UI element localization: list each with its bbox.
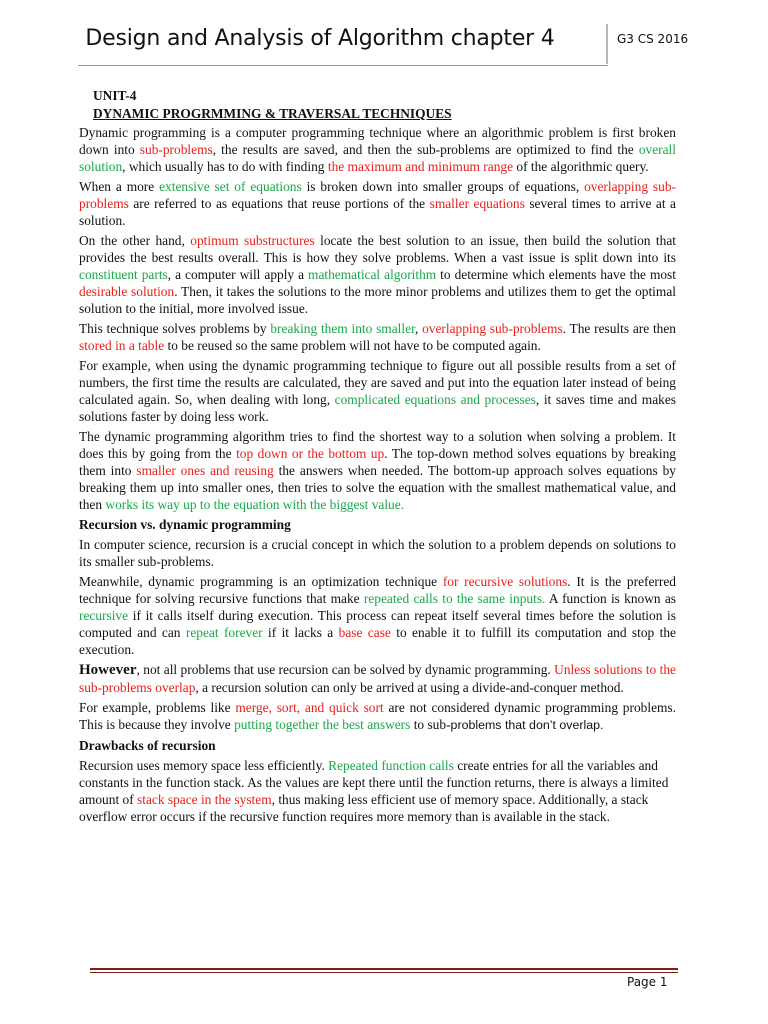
highlight-red: sub-problems: [139, 142, 213, 157]
text: On the other hand,: [79, 233, 191, 248]
text: are referred to as equations that reuse portions of the: [128, 196, 430, 211]
text: to be reused so the same problem will not have to be computed again.: [164, 338, 541, 353]
header-rule: [78, 65, 608, 66]
header-divider: [606, 24, 608, 64]
highlight-green: breaking them into smaller: [270, 321, 415, 336]
text: if it lacks a: [262, 625, 339, 640]
section-heading-drawbacks: Drawbacks of recursion: [79, 738, 216, 753]
text: create entries for all the variables and constants in the function stack. As the values are kept there until the function returns, there is always a limited amount of: [79, 758, 669, 807]
page-number: Page 1: [627, 975, 668, 989]
section-heading-recursion: Recursion vs. dynamic programming: [79, 517, 291, 532]
highlight-green: constituent parts: [79, 267, 168, 282]
highlight-red: the maximum and minimum range: [327, 159, 514, 174]
paragraph-overlapping: [79, 178, 676, 229]
footer-rule-thin: [90, 972, 678, 973]
emphasis-however: However: [79, 662, 137, 678]
header-title: Design and Analysis of Algorithm chapter 4: [85, 26, 555, 51]
paragraph-however: [79, 661, 676, 696]
text: Dynamic programming is a computer programming technique where an algorithmic problem is first broken down into: [79, 125, 676, 157]
highlight-green: overall solution: [79, 142, 676, 174]
highlight-red: optimum substructures: [190, 233, 315, 248]
highlight-green: putting together the best answers: [234, 717, 411, 732]
text: several times to arrive at a solution.: [79, 196, 676, 228]
paragraph-merge-sort: [79, 699, 676, 734]
paragraph-top-down: [79, 428, 676, 513]
text: the answers when needed. The bottom-up approach solves equations by breaking them up into smaller ones, then tries to solve the equation with the smallest mathematical value, and then: [79, 463, 676, 512]
text: , the results are saved, and then the sub-problems are optimized to find the: [212, 142, 639, 157]
text: to enable it to fulfill its computation and stop the execution.: [79, 625, 676, 657]
text: to determine which elements have the most: [436, 267, 676, 282]
highlight-red: merge, sort, and quick sort: [235, 700, 384, 715]
highlight-red: stored in a table: [79, 338, 165, 353]
paragraph-optimization: [79, 573, 676, 658]
text: The dynamic programming algorithm tries to find the shortest way to a solution when solving a problem. It does this by going from the: [79, 429, 676, 461]
text: . The results are then: [562, 321, 676, 336]
text: is broken down into smaller groups of equations,: [301, 179, 585, 194]
paragraph-technique: [79, 320, 676, 354]
highlight-green: complicated equations and processes: [334, 392, 536, 407]
unit-label: UNIT-4: [93, 88, 137, 103]
paragraph-example: [79, 357, 676, 425]
text: Meanwhile, dynamic programming is an optimization technique: [79, 574, 443, 589]
text: For example, when using the dynamic programming technique to figure out all possible results from a set of numbers, the first time the results are calculated, they are saved and put into the equation later instead of being calculated again. So, when dealing with long,: [79, 358, 676, 407]
paragraph-intro: [79, 124, 676, 175]
text: , a recursion solution can only be arrived at using a divide-and-conquer method.: [195, 680, 624, 695]
highlight-red: base case: [338, 625, 391, 640]
text: if it calls itself during execution. This process can repeat itself several times before the solution is computed and can: [79, 608, 676, 640]
text: . The top-down method solves equations by breaking them into: [79, 446, 677, 478]
text: , it saves time and makes solutions faster by doing less work.: [79, 392, 676, 424]
highlight-green: mathematical algorithm: [308, 267, 437, 282]
highlight-green: extensive set of equations: [159, 179, 302, 194]
highlight-green: repeat forever: [185, 625, 263, 640]
text: . It is the preferred technique for solving recursive functions that make: [79, 574, 676, 606]
text: , a computer will apply a: [167, 267, 309, 282]
text-sans: problems that don’t overlap.: [450, 718, 604, 732]
paragraph-drawbacks: [79, 757, 676, 825]
header-course-code: G3 CS 2016: [617, 32, 689, 46]
highlight-red: for recursive solutions: [442, 574, 568, 589]
text: ,: [414, 321, 423, 336]
text: to sub-: [410, 717, 451, 732]
text: , not all problems that use recursion can be solved by dynamic programming.: [136, 662, 555, 677]
text: are not considered dynamic programming problems. This is because they involve: [79, 700, 676, 732]
highlight-red: overlapping sub-problems: [422, 321, 563, 336]
highlight-red: smaller ones and reusing: [136, 463, 274, 478]
text: locate the best solution to an issue, then build the solution that provides the best results overall. This is how they solve problems. When a vast issue is split down into its: [79, 233, 676, 265]
document-body: [79, 87, 676, 828]
highlight-red: smaller equations: [429, 196, 525, 211]
highlight-red: stack space in the system: [137, 792, 272, 807]
footer-rule: [90, 968, 678, 970]
text: . Then, it takes the solutions to the more minor problems and utilizes them to get the optimal solution to the initial, more involved issue.: [79, 284, 676, 316]
highlight-green: recursive: [79, 608, 129, 623]
highlight-red: overlapping sub-problems: [79, 179, 676, 211]
text: This technique solves problems by: [79, 321, 271, 336]
text: For example, problems like: [79, 700, 236, 715]
text: , thus making less efficient use of memory space. Additionally, a stack overflow error occurs if the recursive function requires more memory than is available in the stack.: [79, 792, 649, 824]
text: , which usually has to do with finding: [122, 159, 328, 174]
highlight-green: repeated calls to the same inputs.: [363, 591, 546, 606]
text: of the algorithmic query.: [513, 159, 649, 174]
highlight-green: Repeated function calls: [328, 758, 454, 773]
highlight-red: top down or the bottom up: [236, 446, 385, 461]
highlight-red: desirable solution: [79, 284, 175, 299]
highlight-red: Unless solutions to the sub-problems overlap: [79, 662, 676, 695]
paragraph-recursion-concept: In computer science, recursion is a crucial concept in which the solution to a problem depends on solutions to its smaller sub-problems.: [79, 537, 676, 569]
text: A function is known as: [545, 591, 677, 606]
paragraph-optimum: [79, 232, 676, 317]
chapter-heading: DYNAMIC PROGRMMING & TRAVERSAL TECHNIQUES: [93, 106, 452, 121]
text: Recursion uses memory space less efficiently.: [79, 758, 329, 773]
text: When a more: [79, 179, 160, 194]
highlight-green: works its way up to the equation with the biggest value.: [105, 497, 405, 512]
